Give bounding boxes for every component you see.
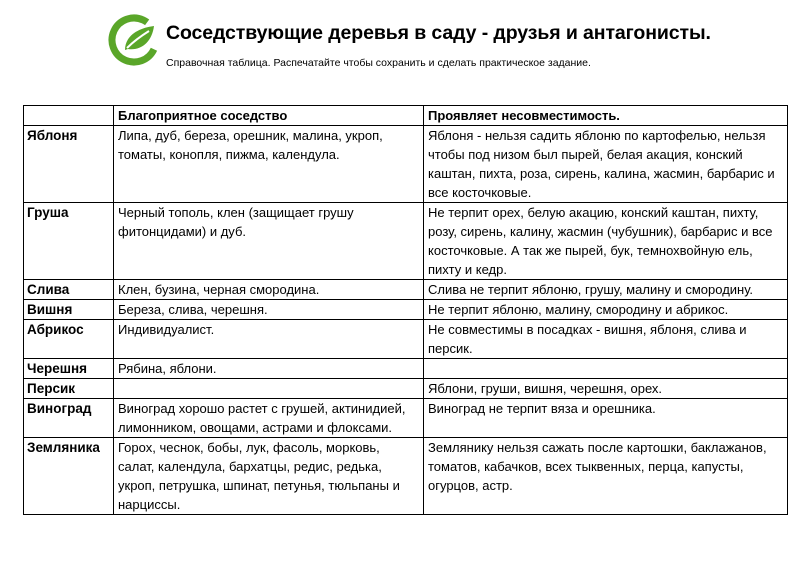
table-row [24, 300, 788, 320]
good-neighbors: Горох, чеснок, бобы, лук, фасоль, морковь, салат, календула, бархатцы, редис, редька, укроп, петрушка, шпинат, петунья, тюльпаны и нарциссы. [114, 438, 424, 515]
tree-name: Виноград [24, 399, 114, 438]
incompatible: Землянику нельзя сажать после картошки, баклажанов, томатов, кабачков, всех тыквенных, перца, капусты, огурцов, астр. [424, 438, 788, 515]
column-header: Проявляет несовместимость. [424, 106, 788, 126]
page-subtitle: Справочная таблица. Распечатайте чтобы сохранить и сделать практическое задание. [166, 57, 591, 69]
good-neighbors: Береза, слива, черешня. [114, 300, 424, 320]
tree-name: Черешня [24, 359, 114, 379]
incompatible: Яблони, груши, вишня, черешня, орех. [424, 379, 788, 399]
table-row [24, 399, 788, 438]
good-neighbors: Рябина, яблони. [114, 359, 424, 379]
incompatible: Яблоня - нельзя садить яблоню по картофелью, нельзя чтобы под низом был пырей, белая акация, конский каштан, пихта, роза, сирень, калина, жасмин, барбарис и все косточковые. [424, 126, 788, 203]
incompatible: Не совместимы в посадках - вишня, яблоня, слива и персик. [424, 320, 788, 359]
compatibility-table [23, 105, 788, 515]
tree-name: Груша [24, 203, 114, 280]
column-header: Благоприятное соседство [114, 106, 424, 126]
incompatible [424, 359, 788, 379]
tree-name: Земляника [24, 438, 114, 515]
page-title: Соседствующие деревья в саду - друзья и антагонисты. [166, 22, 711, 44]
table-row [24, 359, 788, 379]
incompatible: Виноград не терпит вяза и орешника. [424, 399, 788, 438]
leaf-logo-icon [108, 14, 160, 66]
good-neighbors: Клен, бузина, черная смородина. [114, 280, 424, 300]
good-neighbors: Индивидуалист. [114, 320, 424, 359]
table-row [24, 203, 788, 280]
incompatible: Слива не терпит яблоню, грушу, малину и смородину. [424, 280, 788, 300]
tree-name: Яблоня [24, 126, 114, 203]
incompatible: Не терпит яблоню, малину, смородину и абрикос. [424, 300, 788, 320]
tree-name: Персик [24, 379, 114, 399]
tree-name: Слива [24, 280, 114, 300]
table-row [24, 320, 788, 359]
table-row [24, 379, 788, 399]
good-neighbors [114, 379, 424, 399]
good-neighbors: Липа, дуб, береза, орешник, малина, укроп, томаты, конопля, пижма, календула. [114, 126, 424, 203]
incompatible: Не терпит орех, белую акацию, конский каштан, пихту, розу, сирень, калину, жасмин (чубушник), барбарис и все косточковые. А так же пырей, бук, темнохвойную ель, пихту и кедр. [424, 203, 788, 280]
tree-name: Абрикос [24, 320, 114, 359]
tree-name: Вишня [24, 300, 114, 320]
good-neighbors: Виноград хорошо растет с грушей, актинидией, лимонником, овощами, астрами и флоксами. [114, 399, 424, 438]
good-neighbors: Черный тополь, клен (защищает грушу фитонцидами) и дуб. [114, 203, 424, 280]
table-row [24, 438, 788, 515]
table-row [24, 280, 788, 300]
table-header-row [24, 106, 788, 126]
column-header [24, 106, 114, 126]
table-row [24, 126, 788, 203]
